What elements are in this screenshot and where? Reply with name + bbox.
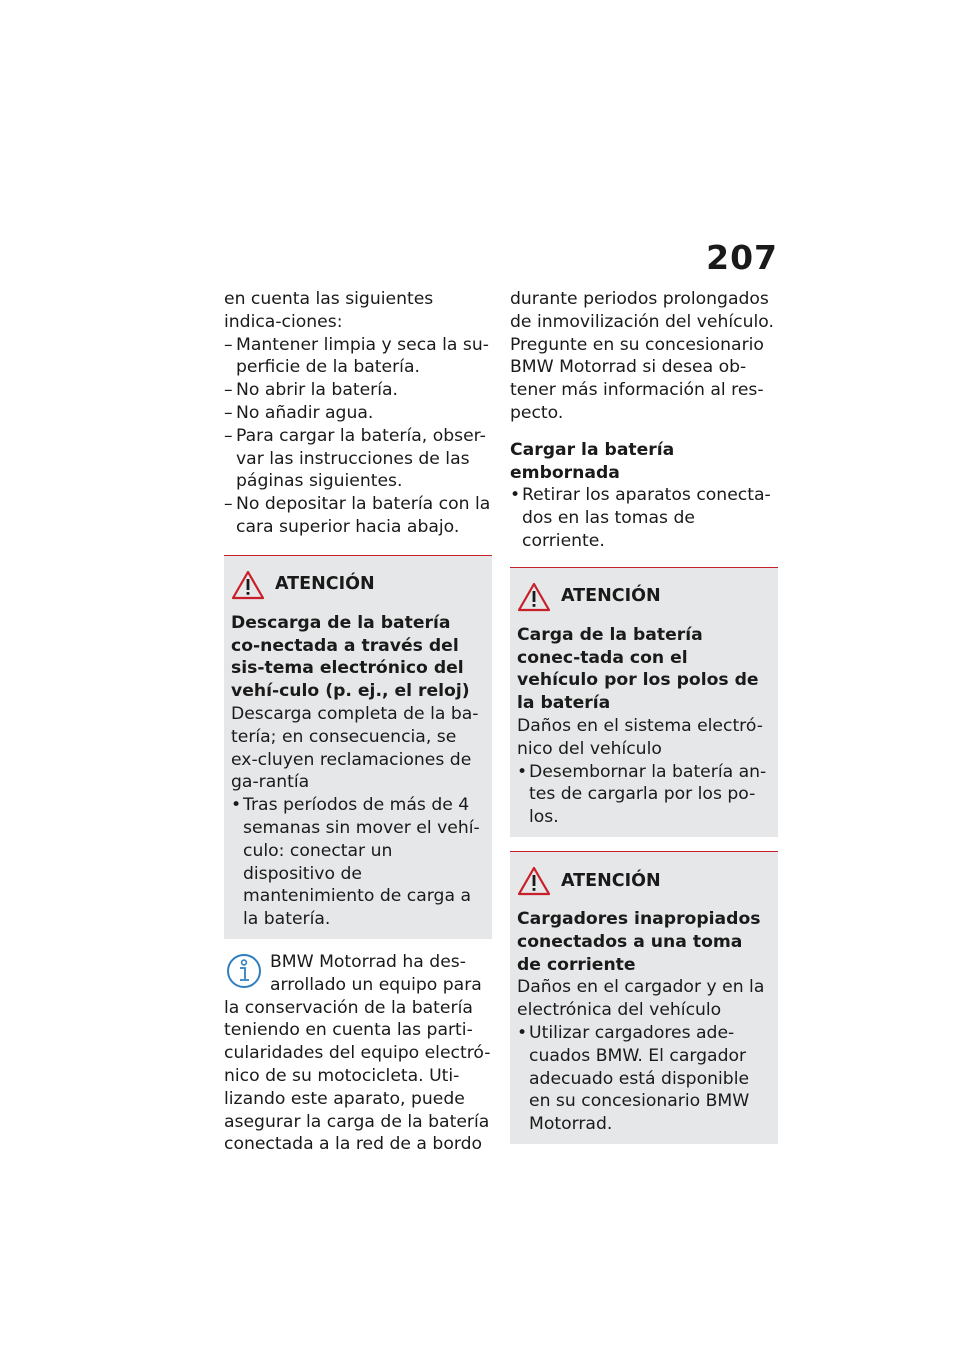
list-item: – No abrir la batería. [224,379,492,402]
info-icon [226,953,262,989]
continuation-text: durante periodos prolongados de inmovilización del vehículo. Pregunte en su concesionario BMW Motorrad si desea ob-tener más información al res-pecto. [510,289,774,423]
warning-heading: Cargadores inapropiados conectados a una toma de corriente [517,908,761,975]
warning-box-chargers [510,851,778,1144]
warning-box-discharge [224,555,492,939]
warning-triangle-icon [517,582,551,612]
warning-title: ATENCIÓN [275,574,375,595]
warning-heading: Carga de la batería conec-tada con el vehículo por los polos de la batería [517,624,759,714]
right-column [510,288,778,1144]
list-item: • Desembornar la batería an-tes de cargarla por los po-los. [517,761,771,829]
info-note [224,951,492,1156]
list-item: – No añadir agua. [224,402,492,425]
warning-consequence: Descarga completa de la ba-tería; en consecuencia, se ex-cluyen reclamaciones de ga-rantía [231,703,479,793]
warning-triangle-icon [517,866,551,896]
warning-box-pole-charging [510,567,778,837]
list-item: – No depositar la batería con la cara superior hacia abajo. [224,493,492,539]
list-item: • Utilizar cargadores ade-cuados BMW. El cargador adecuado está disponible en su concesionario BMW Motorrad. [517,1022,771,1136]
warning-title: ATENCIÓN [561,586,661,607]
warning-actions [231,794,485,931]
list-item: – Para cargar la batería, obser-var las instrucciones de las páginas siguientes. [224,425,492,493]
warning-consequence: Daños en el cargador y en la electrónica del vehículo [517,977,765,1021]
warning-consequence: Daños en el sistema electró-nico del vehículo [517,715,763,759]
warning-actions [517,761,771,829]
section-actions [510,484,778,552]
left-column [224,288,492,1156]
list-item: – Mantener limpia y seca la su-perficie de la batería. [224,334,492,380]
care-instructions-list [224,334,492,539]
warning-actions [517,1022,771,1136]
warning-triangle-icon [231,570,265,600]
intro-text: en cuenta las siguientes indica-ciones: [224,289,434,332]
warning-title: ATENCIÓN [561,870,661,891]
section-heading: Cargar la batería embornada [510,439,675,483]
note-text: BMW Motorrad ha des-arrollado un equipo para la conservación de la batería teniendo en cuenta las parti-cularidades del equipo electró-nico de su motocicleta. Uti-lizando este aparato, puede asegurar la carga de la batería conectada a la red de a bordo [224,951,491,1155]
list-item: • Tras períodos de más de 4 semanas sin mover el vehí-culo: conectar un dispositivo de mantenimiento de carga a la batería. [231,794,485,931]
warning-heading: Descarga de la batería co-nectada a través del sis-tema electrónico del vehí-culo (p. ej., el reloj) [231,612,470,702]
list-item: • Retirar los aparatos conecta-dos en las tomas de corriente. [510,484,778,552]
page-number: 207 [706,238,778,277]
